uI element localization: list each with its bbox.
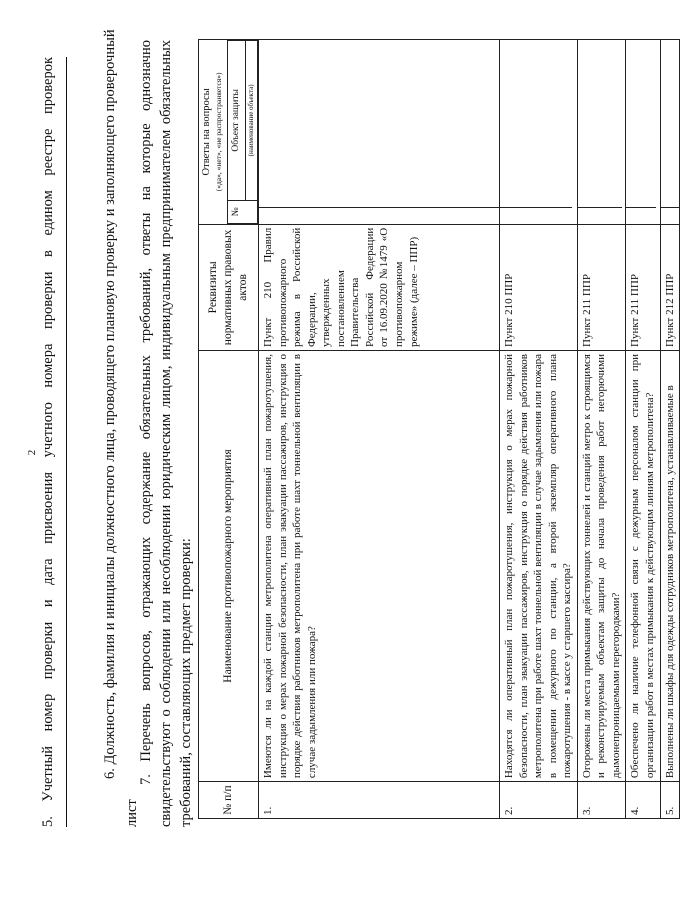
row-question: Находятся ли оперативный план пожаротушения, инструкция о мерах пожарной безопасности, план эвакуации пассажиров, инструкция о порядке действия работников метрополитена при работе шахт тоннельной вентиляции в случае задымления или пожара в помещении дежурного по станции, а второй экземпляр оперативного плана пожаротушения - в кассе у старшего кассира? (500, 351, 578, 782)
header-object: Объект защиты (228, 41, 246, 201)
row-reference: Пункт 211 ППР (577, 224, 626, 350)
row-answer-cell[interactable] (577, 40, 626, 225)
item-7-line-2: свидетельствуют о соблюдении или несоблюдении юридическим лицом, индивидуальным предпринимателем обязательных (158, 40, 174, 827)
item-6-line-2: лист (124, 799, 140, 827)
row-num: 3. (577, 782, 626, 819)
table-row (626, 40, 660, 819)
table-header-row (199, 40, 259, 819)
header-answers-title: Ответы на вопросы (201, 88, 212, 176)
table-row (500, 40, 578, 819)
row-answer-cell[interactable] (626, 40, 660, 225)
row-answer-cell[interactable] (500, 40, 578, 225)
row-num: 2. (500, 782, 578, 819)
row-num: 1. (259, 782, 500, 819)
item-6-line-1: 6. Должность, фамилия и инициалы должностного лица, проводящего плановую проверку и заполняющего проверочный (102, 29, 118, 779)
header-name: Наименование противопожарного мероприятия (199, 351, 259, 782)
item-5-text: 5. Учетный номер проверки и дата присвоения учетного номера проверки в едином реестре проверок (40, 57, 56, 827)
row-reference: Пункт 210 Правил противопожарного режима в Российской Федерации, утвержденных постановлением Правительства Российской Федерации от 16.09.2020 №1479 «О противопожарном режиме» (далее – ППР) (259, 224, 500, 350)
header-answers (199, 40, 259, 225)
requirements-table (198, 39, 680, 819)
header-object-num: № (228, 200, 258, 223)
row-num: 5. (660, 782, 680, 819)
table-row (660, 40, 680, 819)
row-reference: Пункт 210 ППР (500, 224, 578, 350)
header-num: № п/п (199, 782, 259, 819)
header-refs: Реквизиты нормативных правовых актов (199, 224, 259, 350)
header-object-note: (наименование объекта) (246, 84, 255, 157)
row-num: 4. (626, 782, 660, 819)
header-object-subtable (227, 40, 258, 224)
row-question: Огорожены ли места примыкания действующих тоннелей и станций метро к строящимся и реконструируемым объектам защиты до начала проведения работ негорючими дымонепроницаемыми перегородками? (577, 351, 626, 782)
row-reference: Пункт 212 ППР (660, 224, 680, 350)
item-7-line-1: 7. Перечень вопросов, отражающих содержание обязательных требований, ответы на которые однозначно (138, 40, 154, 785)
row-question: Выполнены ли шкафы для одежды сотрудников метрополитена, устанавливаемые в (660, 351, 680, 782)
item-7-line-3: требований, составляющих предмет проверки: (178, 538, 194, 827)
row-question: Обеспечено ли наличие телефонной связи с дежурным персоналом станции при организации работ в местах примыкания к действующим линиям метрополитена? (626, 351, 660, 782)
row-answer-cell[interactable] (259, 40, 500, 225)
row-reference: Пункт 211 ППР (626, 224, 660, 350)
item-5-underline (66, 57, 67, 827)
header-answers-note: («да», «нет», «не распространяется») (214, 72, 224, 192)
table-row (259, 40, 500, 819)
row-answer-cell[interactable] (660, 40, 680, 225)
page-number: 2 (26, 449, 38, 456)
table-row (577, 40, 626, 819)
row-question: Имеются ли на каждой станции метрополитена оперативный план пожаротушения, инструкция о мерах пожарной безопасности, план эвакуации пассажиров, инструкция о порядке действия работников метрополитена при работе шахт тоннельной вентиляции в случае задымления или пожара? (259, 351, 500, 782)
